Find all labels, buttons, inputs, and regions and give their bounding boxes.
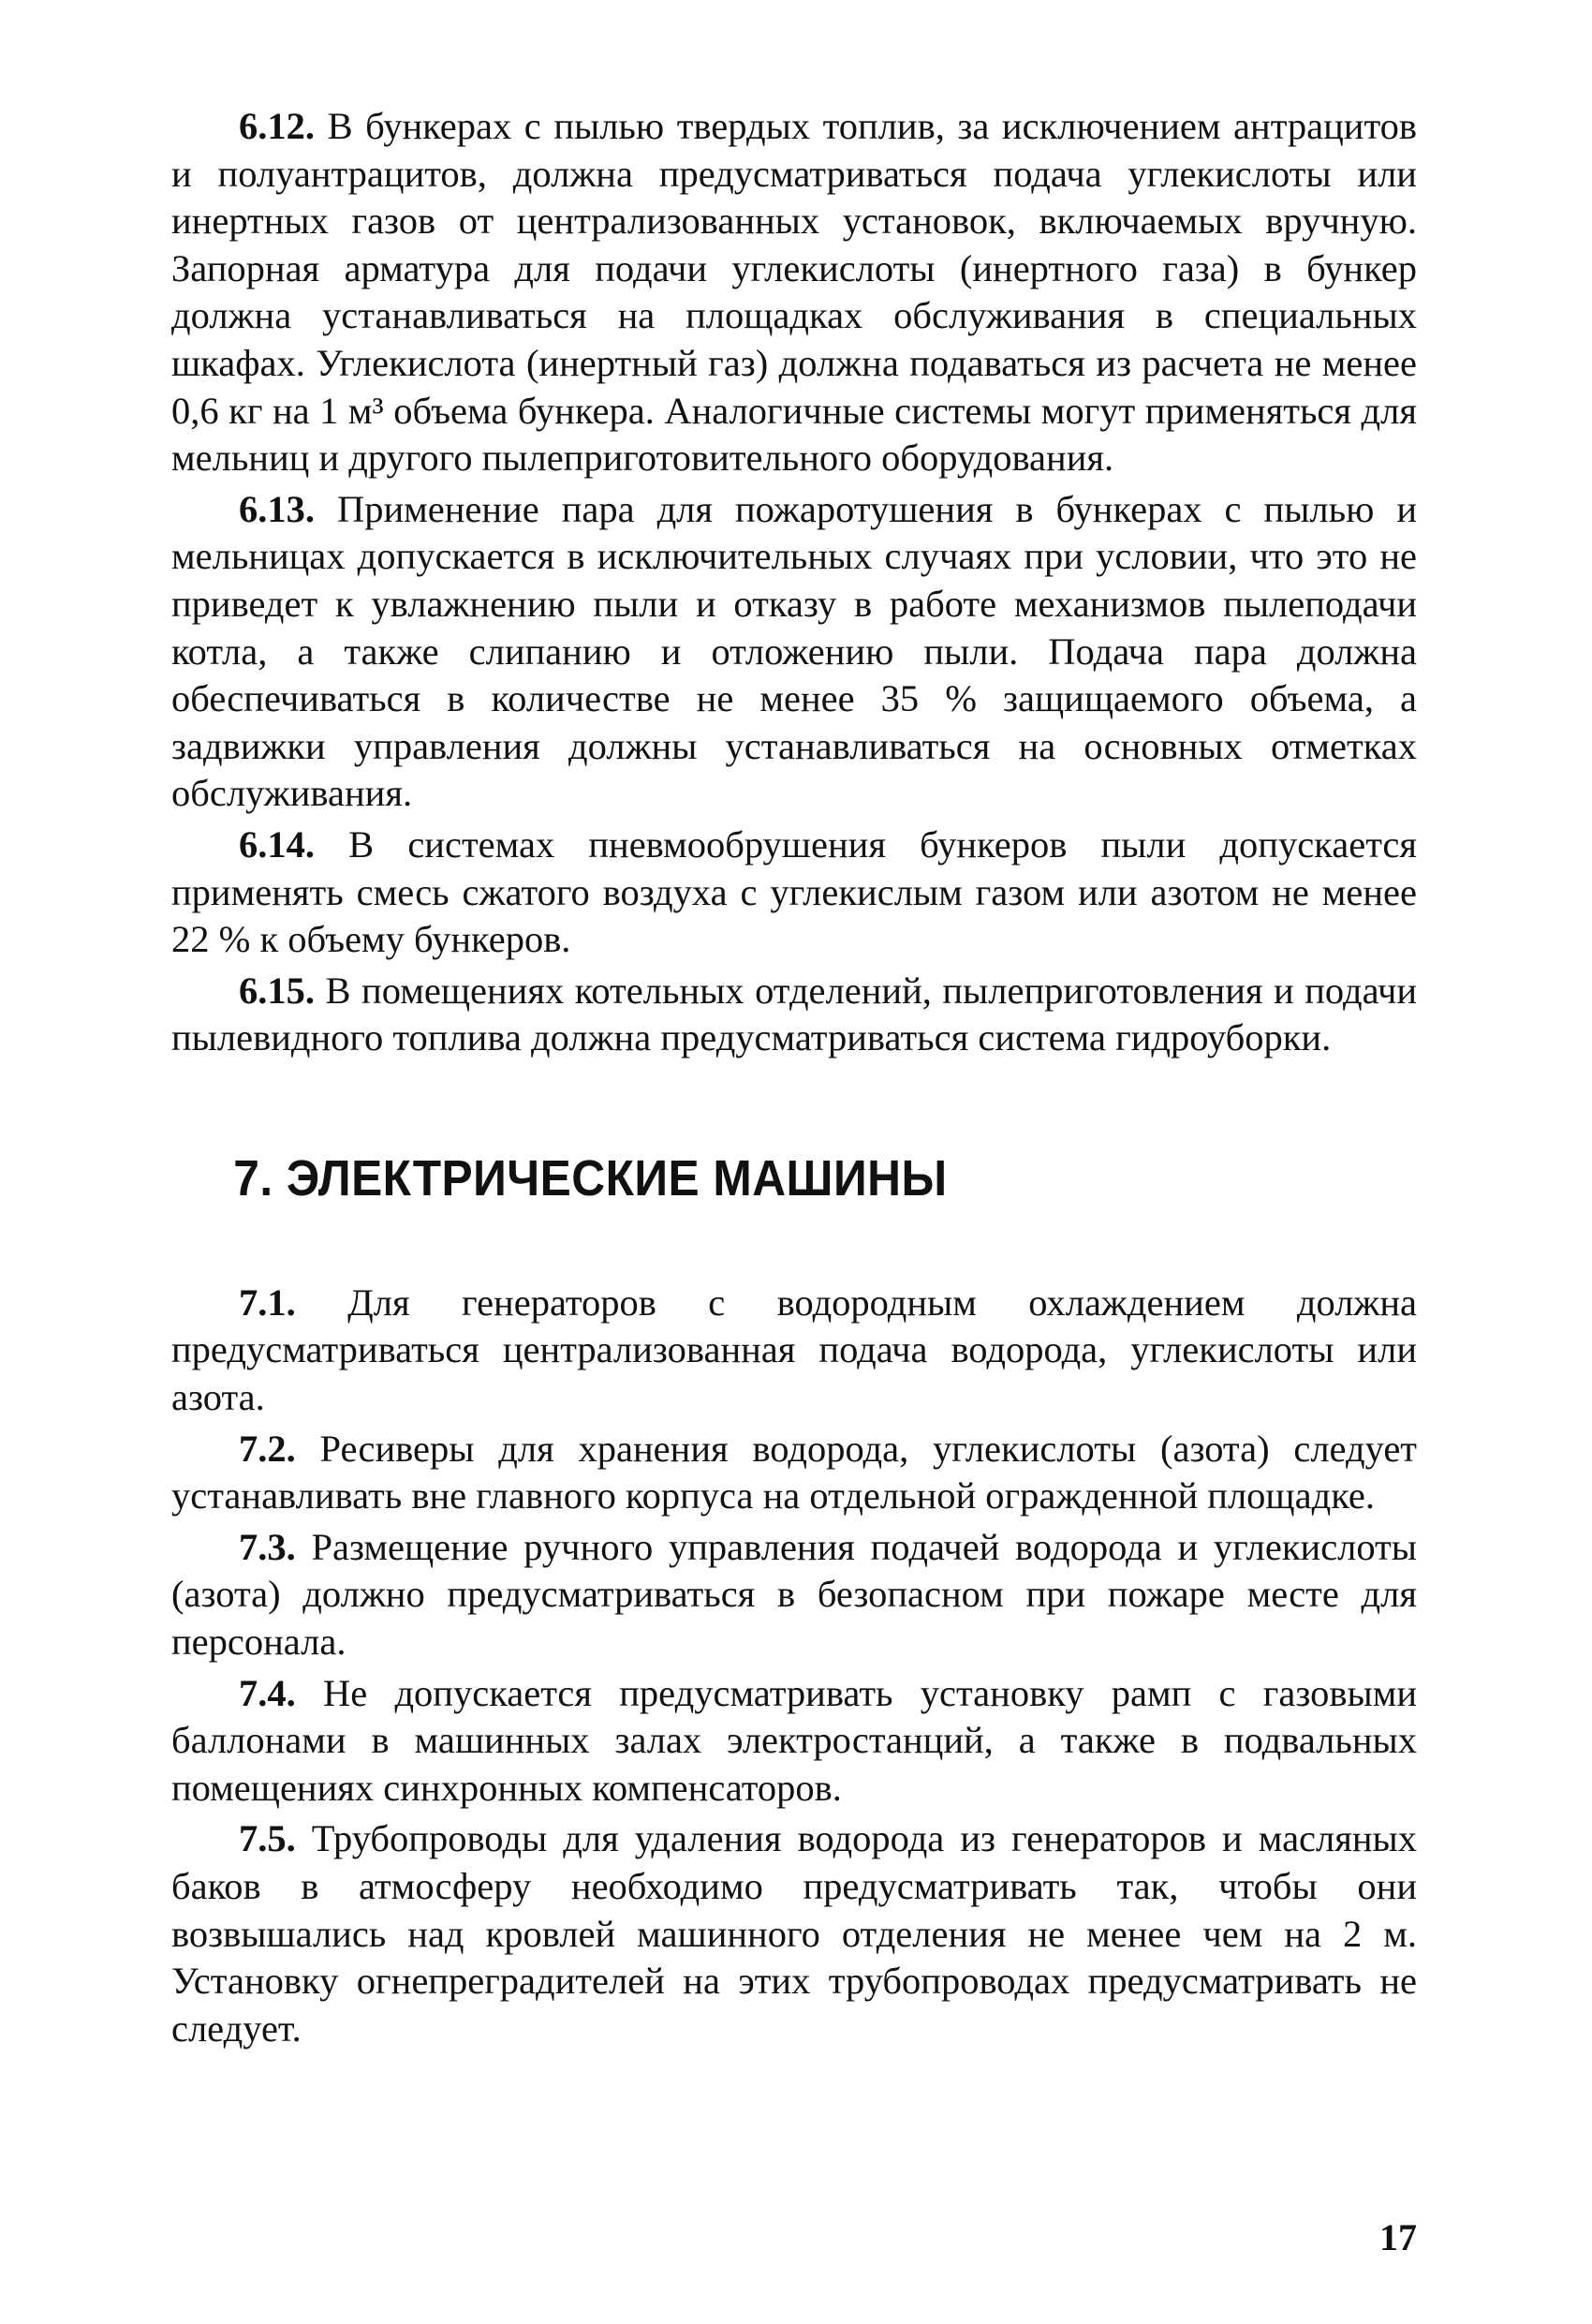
clause-number: 7.1. [239, 1280, 296, 1324]
clause-number: 7.2. [239, 1427, 296, 1470]
clause-text: Размещение ручного управления подачей водорода и углекислоты (азота) должно предусматриваться в безопасном при пожаре месте для персонала. [171, 1525, 1418, 1664]
clause-text: Трубопроводы для удаления водорода из генераторов и масляных баков в атмосферу необходимо предусматривать так, чтобы они возвышались над кровлей машинного отделения не менее чем на 2 м. Установку огнепреградителей на этих трубопроводах предусматривать не следует. [171, 1817, 1418, 2050]
clause-text: В бункерах с пылью твердых топлив, за исключением антрацитов и полуантрацитов, должна предусматриваться подача углекислоты или инертных газов от централизованных установок, включаемых вручную. Запорная арматура для подачи углекислоты (инертного газа) в бункер должна устанавливаться на площадках обслуживания в специальных шкафах. Углекислота (инертный газ) должна подаваться из расчета не менее 0,6 кг на 1 м³ объема бункера. Аналогичные системы могут применяться для мельниц и другого пылеприготовительного оборудования. [171, 105, 1417, 480]
paragraph-7-3 [171, 1524, 1417, 1666]
paragraph-6-15 [171, 968, 1417, 1062]
clause-number: 6.12. [239, 105, 315, 147]
clause-number: 7.4. [239, 1671, 296, 1714]
clause-number: 7.5. [239, 1817, 296, 1860]
paragraph-7-2 [171, 1426, 1417, 1520]
clause-text: Применение пара для пожаротушения в бункерах с пылью и мельницах допускается в исключительных случаях при условии, что это не приведет к увлажнению пыли и отказу в работе механизмов пылеподачи котла, а также слипанию и отложению пыли. Подача пара должна обеспечиваться в количестве не менее 35 % защищаемого объема, а задвижки управления должны устанавливаться на основных отметках обслуживания. [171, 487, 1417, 815]
section-heading: 7. ЭЛЕКТРИЧЕСКИЕ МАШИНЫ [233, 1149, 948, 1206]
clause-number: 6.15. [239, 969, 315, 1012]
clause-number: 6.13. [239, 487, 315, 530]
page-number: 17 [1379, 2216, 1417, 2258]
clause-text: Не допускается предусматривать установку рамп с газовыми баллонами в машинных залах электростанций, а также в подвальных помещениях синхронных компенсаторов. [171, 1671, 1417, 1809]
clause-number: 7.3. [239, 1525, 296, 1568]
document-page [171, 103, 1418, 2258]
paragraph-6-14 [171, 822, 1417, 964]
paragraph-7-5 [171, 1815, 1417, 2052]
clause-number: 6.14. [239, 822, 315, 866]
paragraph-6-12 [171, 103, 1417, 482]
paragraph-6-13 [171, 486, 1417, 818]
clause-text: В помещениях котельных отделений, пылеприготовления и подачи пылевидного топлива должна предусматриваться система гидроуборки. [171, 969, 1418, 1059]
section-heading-wrapper [171, 1148, 1417, 1208]
clause-text: Ресиверы для хранения водорода, углекислоты (азота) следует устанавливать вне главного корпуса на отдельной огражденной площадке. [171, 1427, 1417, 1517]
paragraph-7-1 [171, 1280, 1417, 1422]
clause-text: В системах пневмообрушения бункеров пыли допускается применять смесь сжатого воздуха с углекислым газом или азотом не менее 22 % к объему бункеров. [171, 822, 1417, 961]
clause-text: Для генераторов с водородным охлаждением должна предусматриваться централизованная подача водорода, углекислоты или азота. [171, 1280, 1417, 1419]
paragraph-7-4 [171, 1670, 1417, 1813]
